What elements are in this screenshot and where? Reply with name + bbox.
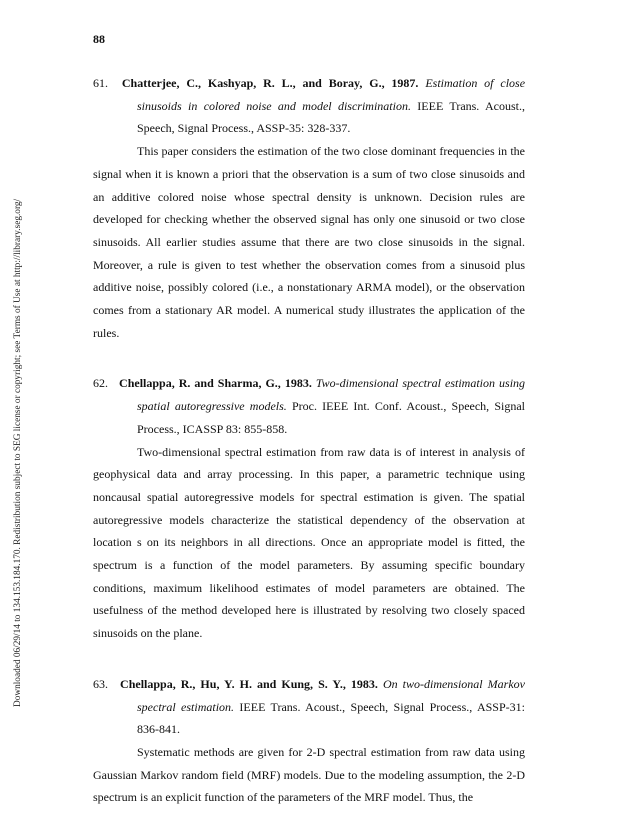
reference-authors: Chellappa, R. and Sharma, G., 1983. [119,376,312,391]
reference-title: Estimation of close sinusoids in colored noise and model discrimination. [137,76,526,113]
page-number: 88 [93,32,105,46]
reference-entry-63 [93,673,525,809]
reference-source: IEEE Trans. Acoust., Speech, Signal Process., ASSP-31: 836-841. [137,699,525,737]
reference-list [93,72,525,837]
reference-authors: Chellappa, R., Hu, Y. H. and Kung, S. Y., 1983. [120,676,378,691]
reference-title: Two-dimensional spectral estimation using spatial autoregressive models. [137,376,526,414]
reference-number: 63. [93,676,108,691]
reference-abstract: Two-dimensional spectral estimation from raw data is of interest in analysis of geophysical data and array processing. In this paper, a parametric technique using noncausal spatial autoregressive models for spectral estimation is given. The spatial autoregressive models characterize the statistical dependency of the observation at location s on its neighbors in all directions. Once an appropriate model is fitted, the spectrum is a function of the model parameters. By assuming specific boundary conditions, maximum likelihood estimates of model parameters are obtained. The usefulness of the method developed here is illustrated by resolving two closely spaced sinusoids on the plane. [93,444,525,641]
reference-number: 62. [93,376,108,391]
reference-entry-61 [93,72,525,344]
reference-entry-62 [93,372,525,644]
reference-source: Proc. IEEE Int. Conf. Acoust., Speech, Signal Process., ICASSP 83: 855-858. [137,399,526,436]
download-notice: Downloaded 06/29/14 to 134.153.184.170. Redistribution subject to SEG license or copyright; see Terms of Use at http://library.seg.org/ [13,198,23,707]
reference-abstract: This paper considers the estimation of the two close dominant frequencies in the signal when it is known a priori that the observation is a sum of two close sinusoids and an additive colored noise whose spectral density is unknown. Decision rules are developed for checking whether the observed signal has only one sinusoid or two close sinusoids. All earlier studies assume that there are two close sinusoids in the signal. Moreover, a rule is given to test whether the observation comes from a sinusoid plus additive noise, possibly colored (i.e., a nonstationary ARMA model), or the observation comes from a stationary AR model. A numerical study illustrates the application of the rules. [93,144,525,340]
reference-abstract: Systematic methods are given for 2-D spectral estimation from raw data using Gaussian Markov random field (MRF) models. Due to the modeling assumption, the 2-D spectrum is an explicit function of the parameters of the MRF model. Thus, the [93,744,525,805]
reference-authors: Chatterjee, C., Kashyap, R. L., and Boray, G., 1987. [121,76,419,90]
reference-title: On two-dimensional Markov spectral estimation. [137,676,525,714]
reference-source: IEEE Trans. Acoust., Speech, Signal Process., ASSP-35: 328-337. [137,98,525,136]
reference-number: 61. [93,76,108,90]
